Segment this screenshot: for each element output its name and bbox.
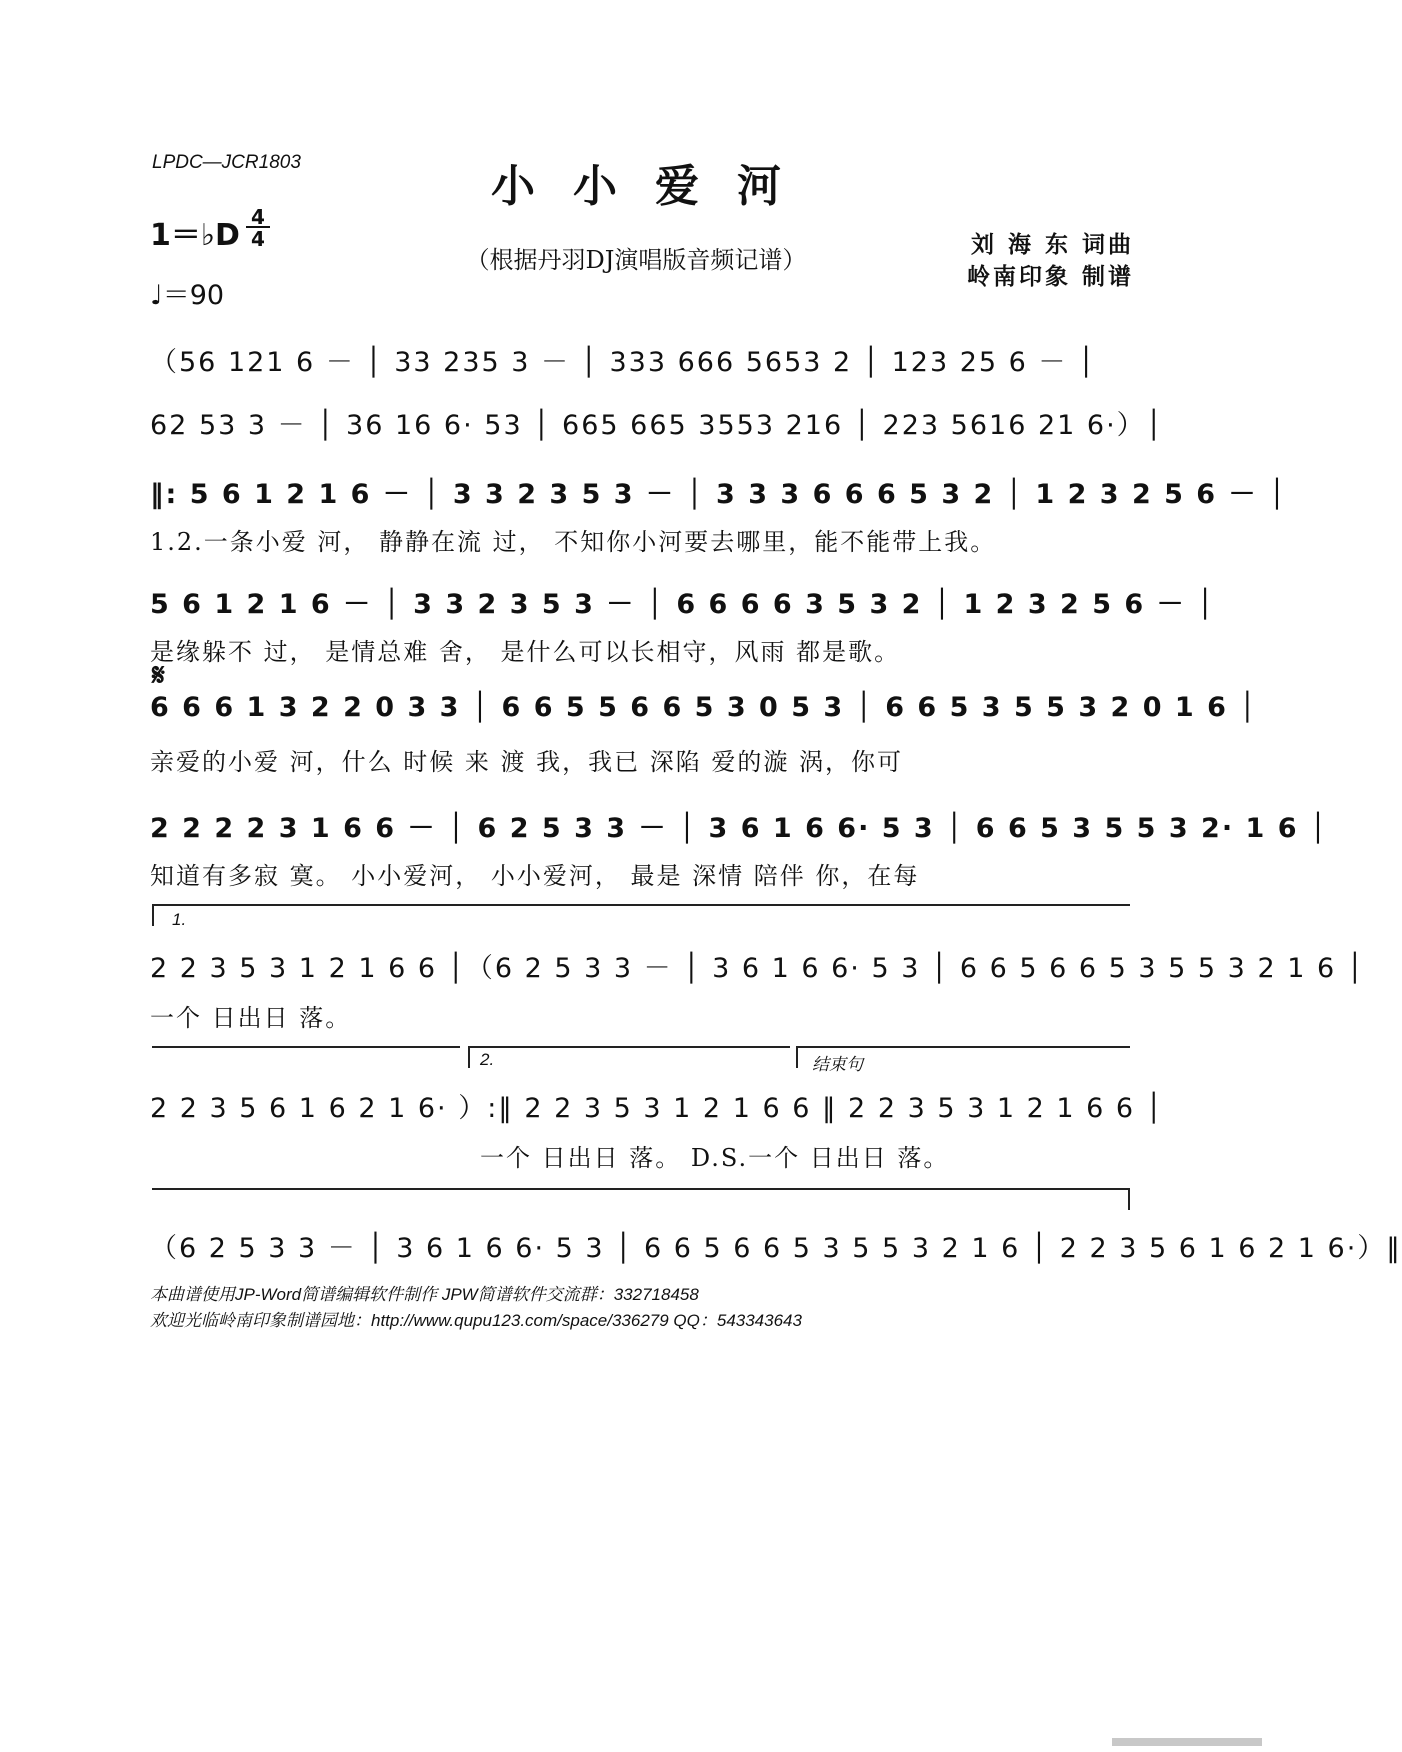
continuation-bracket [152, 1046, 460, 1048]
segno-sign: 𝄋 [152, 658, 165, 693]
coda-bracket [152, 1188, 1128, 1190]
watermark-strip [1112, 1738, 1262, 1746]
credit-notation: 岭南印象 制谱 [966, 263, 1134, 290]
volta-2-label: 2. [480, 1050, 495, 1069]
score-row-9: （6 2 5 3 3 － │ 3 6 1 6 6· 5 3 │ 6 6 5 6 6 5 3 5 5 3 2 1 6 │ 2 2 3 5 6 1 6 2 1 6·）‖ [150, 1233, 1402, 1264]
volta-1-bracket-tick [152, 904, 154, 926]
tempo-marking: ♩＝90 [150, 280, 225, 311]
song-subtitle: （根据丹羽DJ演唱版音频记谱） [465, 246, 807, 274]
score-row-4: 5 6 1 2 1 6 － │ 3 3 2 3 5 3 － │ 6 6 6 6 3 5 3 2 │ 1 2 3 2 5 6 － │ [150, 589, 1216, 620]
volta-2-bracket [468, 1046, 790, 1048]
footer-line-1: 本曲谱使用JP-Word简谱编辑软件制作 JPW简谱软件交流群：332718458 [150, 1285, 699, 1304]
ending-bracket-tick [796, 1046, 798, 1068]
score-row-5: 6 6 6 1 3 2 2 0 3 3 │ 6 6 5 5 6 6 5 3 0 5 3 │ 6 6 5 3 5 5 3 2 0 1 6 │ [150, 692, 1258, 723]
song-title: 小小爱河 [491, 161, 819, 212]
lyric-row-6: 知道有多寂 寞。 小小爱河， 小小爱河， 最是 深情 陪伴 你，在每 [150, 862, 920, 890]
key-signature: 1＝♭D [150, 218, 240, 253]
score-row-2: 62 53 3 － │ 36 16 6· 53 │ 665 665 3553 216 │ 223 5616 21 6·）│ [150, 410, 1164, 441]
ending-label: 结束句 [812, 1055, 863, 1074]
time-signature-bottom: 4 [246, 226, 270, 250]
score-row-8: 2 2 3 5 6 1 6 2 1 6· ）:‖ 2 2 3 5 3 1 2 1 6 6 ‖ 2 2 3 5 3 1 2 1 6 6 │ [150, 1093, 1164, 1124]
score-row-3: ‖: 5 6 1 2 1 6 － │ 3 3 2 3 5 3 － │ 3 3 3 6 6 6 5 3 2 │ 1 2 3 2 5 6 － │ [150, 479, 1288, 510]
time-signature [246, 206, 270, 250]
score-row-6: 2 2 2 2 3 1 6 6 － │ 6 2 5 3 3 － │ 3 6 1 6 6· 5 3 │ 6 6 5 3 5 5 3 2· 1 6 │ [150, 813, 1329, 844]
volta-1-label: 1. [172, 910, 187, 929]
ending-bracket [796, 1046, 1130, 1048]
lyric-row-8: 一个 日出日 落。 D.S.一个 日出日 落。 [480, 1144, 950, 1172]
time-signature-top: 4 [251, 205, 265, 229]
lyric-row-4: 是缘躲不 过， 是情总难 舍， 是什么可以长相守，风雨 都是歌。 [150, 638, 901, 666]
footer-line-2: 欢迎光临岭南印象制谱园地：http://www.qupu123.com/space/336279 QQ：543343643 [150, 1311, 802, 1330]
score-code: LPDC—JCR1803 [152, 152, 301, 173]
score-row-1: （56 121 6 － │ 33 235 3 － │ 333 666 5653 2 │ 123 25 6 － │ [150, 347, 1097, 378]
volta-1-bracket [152, 904, 1130, 906]
lyric-row-7: 一个 日出日 落。 [150, 1004, 352, 1032]
score-row-7: 2 2 3 5 3 1 2 1 6 6 │（6 2 5 3 3 － │ 3 6 1 6 6· 5 3 │ 6 6 5 6 6 5 3 5 5 3 2 1 6 │ [150, 953, 1365, 984]
credit-lyrics-music: 刘 海 东 词曲 [970, 231, 1134, 258]
volta-2-bracket-tick [468, 1046, 470, 1068]
lyric-row-3: 1.2.一条小爱 河， 静静在流 过， 不知你小河要去哪里，能不能带上我。 [150, 528, 997, 556]
coda-bracket-tick [1128, 1188, 1130, 1210]
lyric-row-5: 亲爱的小爱 河，什么 时候 来 渡 我，我已 深陷 爱的漩 涡，你可 [150, 748, 904, 776]
